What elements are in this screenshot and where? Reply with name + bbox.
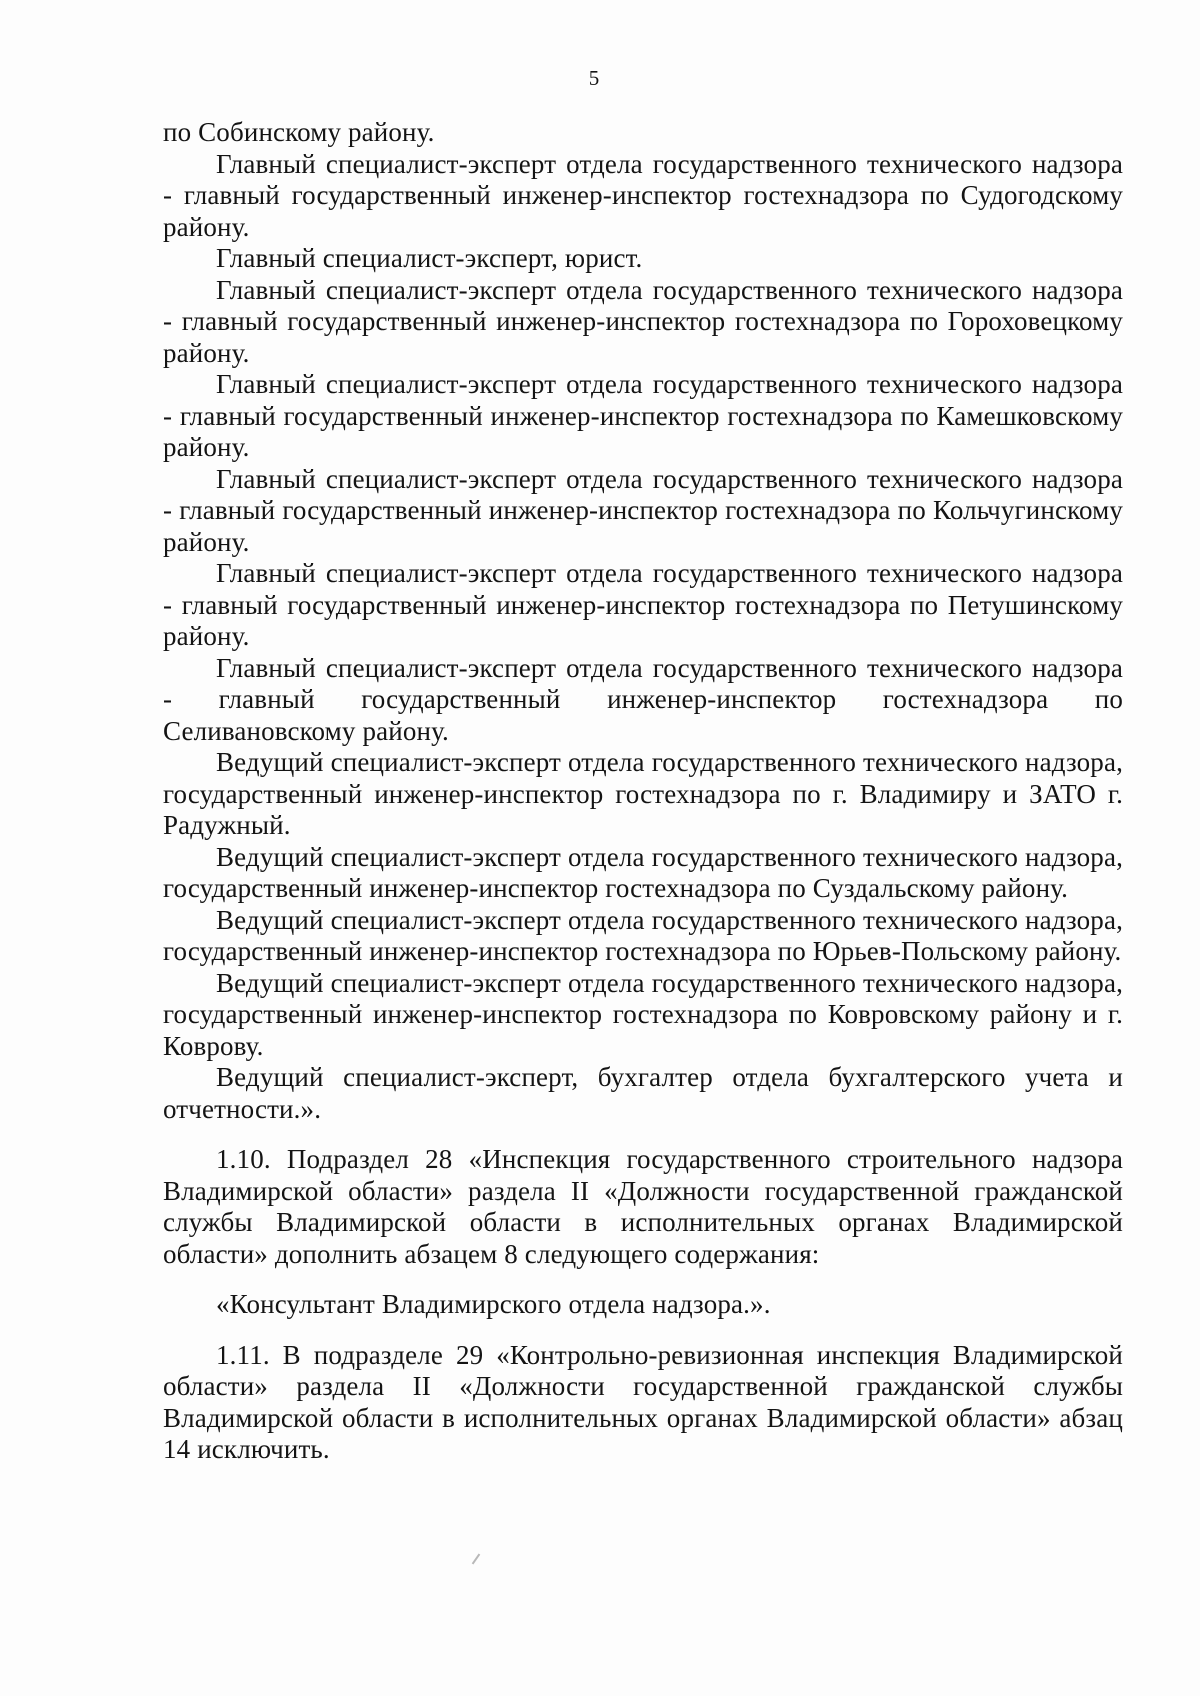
page-number: 5 xyxy=(588,66,600,90)
document-body xyxy=(163,117,1123,1466)
pen-mark xyxy=(472,1554,481,1565)
paragraph: по Собинскому району. xyxy=(163,117,435,147)
paragraph: «Консультант Владимирского отдела надзора.». xyxy=(216,1289,771,1319)
paragraph: Ведущий специалист-эксперт отдела государственного технического надзора, государственный инженер-инспектор гостехнадзора по Суздальскому району. xyxy=(163,841,1123,903)
paragraph: Главный специалист-эксперт, юрист. xyxy=(216,243,643,273)
paragraph: Главный специалист-эксперт отдела государственного технического надзора - главный государственный инженер-инспектор гостехнадзора по Кольчугинскому району. xyxy=(163,463,1123,557)
paragraph: Ведущий специалист-эксперт отдела государственного технического надзора, государственный инженер-инспектор гостехнадзора по Юрьев-Польскому району. xyxy=(163,904,1123,966)
paragraph: Главный специалист-эксперт отдела государственного технического надзора - главный государственный инженер-инспектор гостехнадзора по Камешковскому району. xyxy=(163,369,1123,462)
paragraph: Главный специалист-эксперт отдела государственного технического надзора - главный государственный инженер-инспектор гостехнадзора по Селивановскому району. xyxy=(163,652,1123,746)
paragraph: 1.11. В подразделе 29 «Контрольно-ревизионная инспекция Владимирской области» раздела II «Должности государственной гражданской службы Владимирской области в исполнительных органах Владимирской области» абзац 14 исключить. xyxy=(163,1339,1123,1464)
paragraph: Главный специалист-эксперт отдела государственного технического надзора - главный государственный инженер-инспектор гостехнадзора по Судогодскому району. xyxy=(163,148,1123,242)
paragraph: Главный специалист-эксперт отдела государственного технического надзора - главный государственный инженер-инспектор гостехнадзора по Петушинскому району. xyxy=(163,558,1123,651)
paragraph: Ведущий специалист-эксперт отдела государственного технического надзора, государственный инженер-инспектор гостехнадзора по Ковровскому району и г. Коврову. xyxy=(163,967,1123,1061)
paragraph: Ведущий специалист-эксперт, бухгалтер отдела бухгалтерского учета и отчетности.». xyxy=(163,1062,1123,1124)
paragraph: Ведущий специалист-эксперт отдела государственного технического надзора, государственный инженер-инспектор гостехнадзора по г. Владимиру и ЗАТО г. Радужный. xyxy=(163,747,1123,840)
paragraph: 1.10. Подраздел 28 «Инспекция государственного строительного надзора Владимирской области» раздела II «Должности государственной гражданской службы Владимирской области в исполнительных органах Владимирской области» дополнить абзацем 8 следующего содержания: xyxy=(163,1144,1123,1269)
paragraph: Главный специалист-эксперт отдела государственного технического надзора - главный государственный инженер-инспектор гостехнадзора по Гороховецкому району. xyxy=(163,274,1123,368)
